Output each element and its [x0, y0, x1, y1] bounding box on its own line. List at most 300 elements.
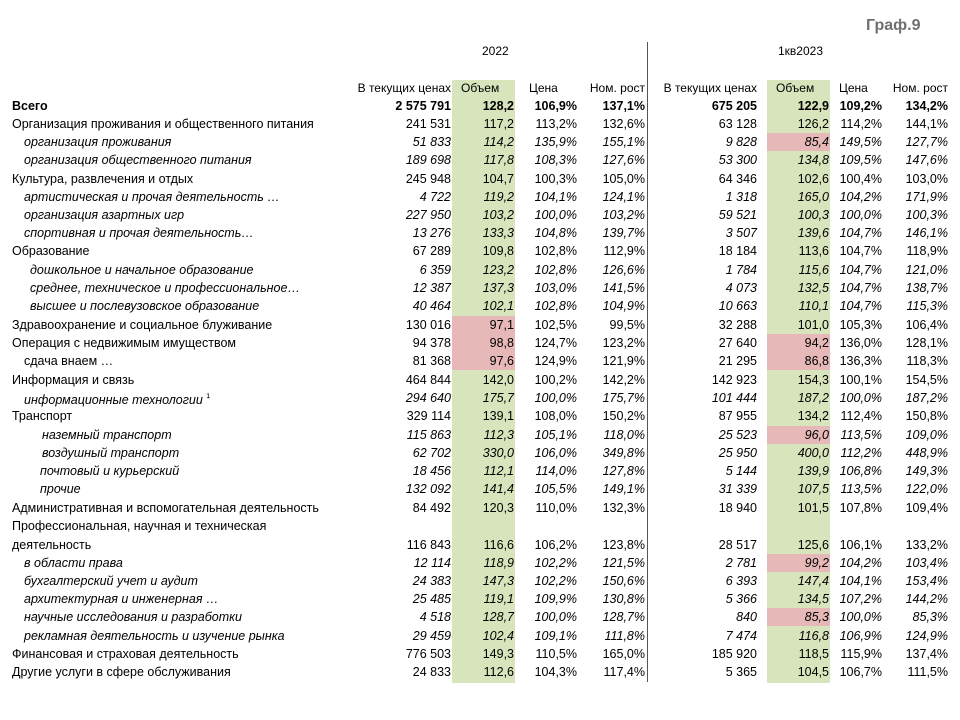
cell-growth-2022: 121,9%	[602, 354, 645, 368]
cell-price-1q2023: 100,4%	[839, 172, 882, 186]
table-row-label-first-line	[0, 517, 960, 535]
cell-volume-1q2023: 115,6	[798, 263, 829, 277]
cell-price-2022: 106,0%	[534, 446, 577, 460]
cell-volume-2022: 117,8	[483, 153, 514, 167]
cell-volume-2022: 97,6	[452, 352, 515, 370]
cell-price-1q2023: 104,7%	[839, 299, 882, 313]
cell-growth-1q2023: 121,0%	[905, 263, 948, 277]
cell-growth-1q2023: 150,8%	[905, 409, 948, 423]
header-volume-2022: Объем	[461, 81, 500, 95]
cell-current-2022: 12 387	[412, 281, 451, 295]
cell-current-2022: 84 492	[412, 501, 451, 515]
cell-price-2022: 102,5%	[534, 318, 577, 332]
row-label: Административная и вспомогательная деятельность	[12, 501, 319, 515]
table-row	[0, 426, 960, 444]
cell-current-2022: 227 950	[405, 208, 451, 222]
row-label: воздушный транспорт	[42, 446, 180, 460]
cell-growth-2022: 123,8%	[602, 538, 645, 552]
row-label: Всего	[12, 99, 48, 113]
cell-volume-1q2023: 165,0	[797, 190, 829, 204]
cell-price-1q2023: 113,5%	[840, 428, 882, 442]
cell-price-1q2023: 114,2%	[840, 117, 882, 131]
cell-volume-1q2023: 139,9	[797, 464, 829, 478]
table-row	[0, 242, 960, 260]
row-label: организация азартных игр	[24, 208, 185, 222]
row-label: Транспорт	[12, 409, 73, 423]
table-row	[0, 645, 960, 663]
cell-volume-2022: 103,2	[482, 208, 514, 222]
table-row	[0, 407, 960, 425]
cell-price-2022: 104,3%	[534, 665, 577, 679]
year-1q2023-header: 1кв2023	[778, 44, 823, 58]
table-row	[0, 371, 960, 389]
cell-growth-1q2023: 115,3%	[906, 299, 948, 313]
row-label: организация общественного питания	[24, 153, 252, 167]
table-row	[0, 499, 960, 517]
cell-price-2022: 100,0%	[534, 391, 577, 405]
cell-price-1q2023: 106,7%	[839, 665, 882, 679]
cell-price-1q2023: 100,1%	[839, 373, 882, 387]
cell-current-2022: 51 833	[412, 135, 451, 149]
table-row	[0, 389, 960, 407]
cell-volume-1q2023: 122,9	[797, 99, 829, 113]
cell-growth-2022: 132,3%	[602, 501, 645, 515]
cell-volume-2022: 128,7	[482, 610, 514, 624]
cell-growth-2022: 149,1%	[602, 482, 645, 496]
cell-growth-1q2023: 128,1%	[905, 336, 948, 350]
row-label: Здравоохранение и социальное блуживание	[12, 318, 273, 332]
row-label: Образование	[12, 244, 90, 258]
cell-current-1q2023: 101 444	[711, 391, 757, 405]
footnote-marker: ¹	[206, 392, 210, 404]
cell-growth-1q2023: 137,4%	[905, 647, 948, 661]
cell-growth-1q2023: 133,2%	[905, 538, 948, 552]
cell-current-1q2023: 10 663	[718, 299, 757, 313]
cell-current-2022: 4 722	[419, 190, 451, 204]
cell-volume-2022: 118,9	[483, 556, 514, 570]
cell-current-1q2023: 18 184	[718, 244, 757, 258]
cell-growth-1q2023: 109,0%	[905, 428, 948, 442]
cell-volume-2022: 102,1	[482, 299, 514, 313]
cell-volume-1q2023: 400,0	[797, 446, 829, 460]
cell-price-1q2023: 107,2%	[839, 592, 882, 606]
table-row	[0, 608, 960, 626]
cell-growth-2022: 137,1%	[602, 99, 645, 113]
cell-growth-1q2023: 144,1%	[905, 117, 948, 131]
cell-growth-2022: 150,2%	[602, 409, 645, 423]
cell-price-2022: 135,9%	[534, 135, 577, 149]
cell-current-1q2023: 28 517	[718, 538, 757, 552]
cell-growth-2022: 132,6%	[602, 117, 645, 131]
cell-growth-2022: 175,7%	[602, 391, 645, 405]
cell-price-1q2023: 100,0%	[839, 391, 882, 405]
cell-volume-1q2023: 116,8	[798, 629, 829, 643]
cell-growth-1q2023: 124,9%	[905, 629, 948, 643]
row-label	[12, 389, 210, 407]
cell-price-2022: 108,0%	[534, 409, 577, 423]
cell-volume-2022: 123,2	[482, 263, 514, 277]
cell-current-2022: 116 843	[406, 538, 451, 552]
cell-current-1q2023: 63 128	[718, 117, 757, 131]
cell-current-2022: 4 518	[419, 610, 451, 624]
cell-current-2022: 132 092	[405, 482, 451, 496]
cell-current-2022: 40 464	[412, 299, 451, 313]
cell-volume-2022: 112,1	[483, 464, 514, 478]
cell-volume-2022: 120,3	[482, 501, 514, 515]
cell-current-1q2023: 6 393	[725, 574, 757, 588]
cell-price-2022: 105,1%	[534, 428, 577, 442]
row-label: Культура, развлечения и отдых	[12, 172, 194, 186]
cell-volume-1q2023: 154,3	[797, 373, 829, 387]
cell-growth-2022: 112,9%	[603, 244, 645, 258]
cell-current-2022: 776 503	[405, 647, 451, 661]
table-row	[0, 663, 960, 681]
table-row	[0, 133, 960, 151]
cell-current-1q2023: 675 205	[711, 99, 757, 113]
cell-current-1q2023: 9 828	[725, 135, 757, 149]
cell-current-1q2023: 53 300	[718, 153, 757, 167]
row-label: в области права	[24, 556, 123, 570]
row-label: научные исследования и разработки	[24, 610, 243, 624]
cell-growth-1q2023: 103,4%	[905, 556, 948, 570]
cell-price-1q2023: 106,8%	[839, 464, 882, 478]
cell-growth-2022: 127,6%	[602, 153, 645, 167]
cell-volume-1q2023: 147,4	[797, 574, 829, 588]
table-row	[0, 188, 960, 206]
cell-price-2022: 102,8%	[534, 244, 577, 258]
cell-price-1q2023: 100,0%	[839, 208, 882, 222]
table-row	[0, 627, 960, 645]
cell-price-1q2023: 104,7%	[839, 263, 882, 277]
cell-volume-2022: 98,8	[452, 334, 515, 352]
cell-current-2022: 24 383	[412, 574, 451, 588]
cell-current-1q2023: 1 784	[725, 263, 757, 277]
row-label: высшее и послевузовское образование	[30, 299, 260, 313]
cell-current-1q2023: 87 955	[718, 409, 757, 423]
graph-number-label: Граф.9	[866, 17, 921, 34]
cell-price-1q2023: 109,5%	[839, 153, 882, 167]
cell-price-2022: 103,0%	[534, 281, 577, 295]
year-2022-header: 2022	[482, 44, 509, 58]
cell-volume-2022: 142,0	[482, 373, 514, 387]
cell-current-2022: 62 702	[412, 446, 451, 460]
cell-volume-1q2023: 126,2	[797, 117, 829, 131]
cell-current-1q2023: 840	[736, 610, 757, 624]
table-row	[0, 554, 960, 572]
cell-growth-1q2023: 103,0%	[905, 172, 948, 186]
cell-current-1q2023: 2 781	[725, 556, 757, 570]
cell-price-1q2023: 112,4%	[840, 409, 882, 423]
cell-volume-2022: 137,3	[482, 281, 514, 295]
cell-growth-2022: 127,8%	[602, 464, 645, 478]
cell-current-2022: 329 114	[406, 409, 451, 423]
cell-growth-2022: 123,2%	[602, 336, 645, 350]
cell-growth-1q2023: 118,9%	[906, 244, 948, 258]
cell-current-1q2023: 185 920	[711, 647, 757, 661]
cell-volume-1q2023: 110,1	[798, 299, 829, 313]
table-row	[0, 462, 960, 480]
cell-volume-1q2023: 85,3	[767, 608, 830, 626]
cell-current-2022: 464 844	[405, 373, 451, 387]
cell-current-1q2023: 4 073	[725, 281, 757, 295]
table-row	[0, 352, 960, 370]
cell-current-2022: 13 276	[412, 226, 451, 240]
cell-growth-1q2023: 144,2%	[905, 592, 948, 606]
header-price-1q2023: Цена	[839, 81, 868, 95]
header-nominal-growth-2022: Ном. рост	[589, 81, 645, 95]
cell-volume-1q2023: 104,5	[797, 665, 829, 679]
cell-current-1q2023: 21 295	[718, 354, 757, 368]
cell-current-2022: 241 531	[405, 117, 451, 131]
cell-volume-2022: 112,6	[483, 665, 514, 679]
cell-price-2022: 113,2%	[535, 117, 577, 131]
row-label: прочие	[40, 482, 81, 496]
cell-price-2022: 105,5%	[534, 482, 577, 496]
cell-volume-1q2023: 134,2	[797, 409, 829, 423]
table-row	[0, 206, 960, 224]
cell-current-2022: 94 378	[412, 336, 451, 350]
cell-price-1q2023: 104,2%	[839, 556, 882, 570]
cell-volume-1q2023: 134,5	[797, 592, 829, 606]
cell-current-1q2023: 25 523	[718, 428, 757, 442]
cell-price-2022: 100,0%	[534, 610, 577, 624]
cell-current-2022: 12 114	[413, 556, 451, 570]
cell-growth-2022: 141,5%	[602, 281, 645, 295]
cell-price-1q2023: 104,1%	[839, 574, 882, 588]
header-current-prices-1q2023: В текущих ценах	[663, 81, 757, 95]
cell-growth-1q2023: 109,4%	[905, 501, 948, 515]
cell-price-2022: 124,7%	[534, 336, 577, 350]
table-row	[0, 334, 960, 352]
cell-current-2022: 245 948	[405, 172, 451, 186]
row-label: артистическая и прочая деятельность …	[24, 190, 280, 204]
cell-current-2022: 24 833	[412, 665, 451, 679]
cell-growth-2022: 117,4%	[603, 665, 645, 679]
cell-price-1q2023: 106,9%	[839, 629, 882, 643]
header-volume-1q2023: Объем	[776, 81, 815, 95]
cell-price-2022: 102,2%	[534, 556, 577, 570]
cell-growth-2022: 142,2%	[602, 373, 645, 387]
cell-price-1q2023: 104,7%	[839, 226, 882, 240]
table-row	[0, 572, 960, 590]
cell-current-2022: 189 698	[405, 153, 451, 167]
cell-growth-2022: 165,0%	[602, 647, 645, 661]
cell-current-2022: 6 359	[419, 263, 451, 277]
cell-volume-2022: 119,2	[483, 190, 514, 204]
cell-current-2022: 294 640	[405, 391, 451, 405]
row-label-continued: деятельность	[12, 538, 92, 552]
table-row	[0, 170, 960, 188]
cell-volume-1q2023: 132,5	[797, 281, 829, 295]
cell-volume-2022: 119,1	[483, 592, 514, 606]
row-label: спортивная и прочая деятельность…	[24, 226, 254, 240]
row-label: Профессиональная, научная и техническая	[12, 519, 267, 533]
cell-growth-2022: 105,0%	[602, 172, 645, 186]
cell-current-2022: 81 368	[412, 354, 451, 368]
row-label: Финансовая и страховая деятельность	[12, 647, 239, 661]
cell-volume-2022: 139,1	[482, 409, 514, 423]
cell-price-2022: 100,2%	[534, 373, 577, 387]
cell-volume-1q2023: 100,3	[797, 208, 829, 222]
cell-growth-1q2023: 111,5%	[907, 665, 948, 679]
table-row-total	[0, 97, 960, 115]
cell-current-1q2023: 142 923	[711, 373, 757, 387]
cell-current-2022: 29 459	[412, 629, 451, 643]
cell-price-2022: 108,3%	[534, 153, 577, 167]
row-label: почтовый и курьерский	[40, 464, 180, 478]
cell-growth-2022: 126,6%	[602, 263, 645, 277]
cell-current-1q2023: 18 940	[718, 501, 757, 515]
row-label: наземный транспорт	[42, 428, 172, 442]
column-headers	[0, 80, 960, 96]
cell-growth-2022: 130,8%	[602, 592, 645, 606]
cell-price-1q2023: 109,2%	[839, 99, 882, 113]
table-row	[0, 444, 960, 462]
row-label: дошкольное и начальное образование	[30, 263, 254, 277]
cell-volume-1q2023: 94,2	[767, 334, 830, 352]
cell-growth-1q2023: 154,5%	[905, 373, 948, 387]
cell-growth-1q2023: 127,7%	[905, 135, 948, 149]
cell-volume-1q2023: 139,6	[797, 226, 829, 240]
row-label: архитектурная и инженерная …	[24, 592, 219, 606]
cell-price-2022: 124,9%	[534, 354, 577, 368]
cell-volume-1q2023: 125,6	[797, 538, 829, 552]
cell-volume-2022: 149,3	[482, 647, 514, 661]
cell-current-1q2023: 3 507	[725, 226, 757, 240]
header-price-2022: Цена	[529, 81, 558, 95]
cell-price-2022: 100,0%	[534, 208, 577, 222]
cell-growth-2022: 128,7%	[602, 610, 645, 624]
cell-volume-1q2023: 99,2	[767, 554, 830, 572]
cell-price-2022: 104,8%	[534, 226, 577, 240]
cell-volume-1q2023: 187,2	[797, 391, 829, 405]
cell-price-2022: 114,0%	[535, 464, 577, 478]
cell-current-1q2023: 7 474	[725, 629, 757, 643]
cell-current-2022: 25 485	[412, 592, 451, 606]
cell-volume-2022: 141,4	[482, 482, 514, 496]
table-row	[0, 480, 960, 498]
table-row	[0, 151, 960, 169]
cell-volume-1q2023: 101,5	[797, 501, 829, 515]
cell-volume-2022: 133,3	[482, 226, 514, 240]
cell-volume-1q2023: 113,6	[798, 244, 829, 258]
cell-current-2022: 67 289	[412, 244, 451, 258]
cell-growth-1q2023: 85,3%	[912, 610, 948, 624]
cell-volume-1q2023: 107,5	[797, 482, 829, 496]
cell-price-1q2023: 104,7%	[839, 281, 882, 295]
cell-price-2022: 106,2%	[534, 538, 577, 552]
cell-growth-2022: 124,1%	[602, 190, 645, 204]
cell-current-1q2023: 59 521	[718, 208, 757, 222]
cell-volume-2022: 117,2	[483, 117, 514, 131]
table-row	[0, 536, 960, 554]
cell-growth-2022: 111,8%	[604, 629, 645, 643]
cell-volume-1q2023: 85,4	[767, 133, 830, 151]
cell-growth-2022: 103,2%	[602, 208, 645, 222]
row-label: бухгалтерский учет и аудит	[24, 574, 198, 588]
cell-volume-2022: 116,6	[483, 538, 514, 552]
cell-growth-1q2023: 448,9%	[905, 446, 948, 460]
cell-current-2022: 115 863	[406, 428, 451, 442]
cell-price-1q2023: 115,9%	[840, 647, 882, 661]
cell-growth-2022: 121,5%	[602, 556, 645, 570]
cell-current-1q2023: 31 339	[718, 482, 757, 496]
cell-growth-2022: 104,9%	[602, 299, 645, 313]
cell-price-1q2023: 113,5%	[840, 482, 882, 496]
cell-growth-1q2023: 149,3%	[905, 464, 948, 478]
cell-current-1q2023: 32 288	[718, 318, 757, 332]
cell-growth-2022: 150,6%	[602, 574, 645, 588]
cell-volume-2022: 128,2	[482, 99, 514, 113]
table-row	[0, 261, 960, 279]
cell-price-1q2023: 100,0%	[839, 610, 882, 624]
cell-price-1q2023: 136,0%	[839, 336, 882, 350]
row-label: сдача внаем …	[24, 354, 114, 368]
cell-current-1q2023: 25 950	[718, 446, 757, 460]
cell-current-1q2023: 5 365	[725, 665, 757, 679]
cell-price-1q2023: 149,5%	[839, 135, 882, 149]
cell-growth-2022: 139,7%	[602, 226, 645, 240]
cell-current-1q2023: 1 318	[725, 190, 757, 204]
cell-volume-1q2023: 86,8	[767, 352, 830, 370]
cell-volume-2022: 102,4	[482, 629, 514, 643]
cell-volume-2022: 104,7	[482, 172, 514, 186]
cell-price-2022: 102,8%	[534, 263, 577, 277]
cell-price-1q2023: 107,8%	[839, 501, 882, 515]
cell-volume-2022: 175,7	[482, 391, 514, 405]
cell-volume-2022: 114,2	[483, 135, 514, 149]
cell-price-2022: 110,5%	[535, 647, 577, 661]
cell-price-2022: 100,3%	[534, 172, 577, 186]
cell-current-1q2023: 5 144	[725, 464, 757, 478]
cell-volume-1q2023: 101,0	[797, 318, 829, 332]
cell-price-2022: 109,1%	[534, 629, 577, 643]
cell-growth-1q2023: 147,6%	[905, 153, 948, 167]
cell-price-2022: 109,9%	[534, 592, 577, 606]
cell-growth-2022: 99,5%	[609, 318, 645, 332]
cell-growth-2022: 118,0%	[603, 428, 645, 442]
row-label: Информация и связь	[12, 373, 135, 387]
cell-current-2022: 18 456	[412, 464, 451, 478]
cell-growth-1q2023: 171,9%	[905, 190, 948, 204]
cell-volume-1q2023: 102,6	[797, 172, 829, 186]
cell-volume-2022: 109,8	[482, 244, 514, 258]
table-row	[0, 115, 960, 133]
row-label-text: информационные технологии	[24, 393, 203, 407]
cell-current-2022: 130 016	[405, 318, 451, 332]
cell-current-2022: 2 575 791	[395, 99, 451, 113]
table-row	[0, 279, 960, 297]
row-label: рекламная деятельность и изучение рынка	[24, 629, 285, 643]
cell-growth-1q2023: 134,2%	[905, 99, 948, 113]
cell-growth-1q2023: 106,4%	[905, 318, 948, 332]
table-row	[0, 316, 960, 334]
cell-price-2022: 102,8%	[534, 299, 577, 313]
row-label: Другие услуги в сфере обслуживания	[12, 665, 231, 679]
cell-price-1q2023: 112,2%	[840, 446, 882, 460]
row-label: Операция с недвижимым имуществом	[12, 336, 237, 350]
cell-price-1q2023: 104,7%	[839, 244, 882, 258]
cell-growth-1q2023: 153,4%	[905, 574, 948, 588]
cell-price-1q2023: 136,3%	[839, 354, 882, 368]
cell-volume-1q2023: 96,0	[767, 426, 830, 444]
table-row	[0, 224, 960, 242]
cell-growth-2022: 349,8%	[602, 446, 645, 460]
cell-growth-1q2023: 118,3%	[906, 354, 948, 368]
table-row	[0, 297, 960, 315]
table-row	[0, 590, 960, 608]
cell-price-1q2023: 106,1%	[839, 538, 882, 552]
